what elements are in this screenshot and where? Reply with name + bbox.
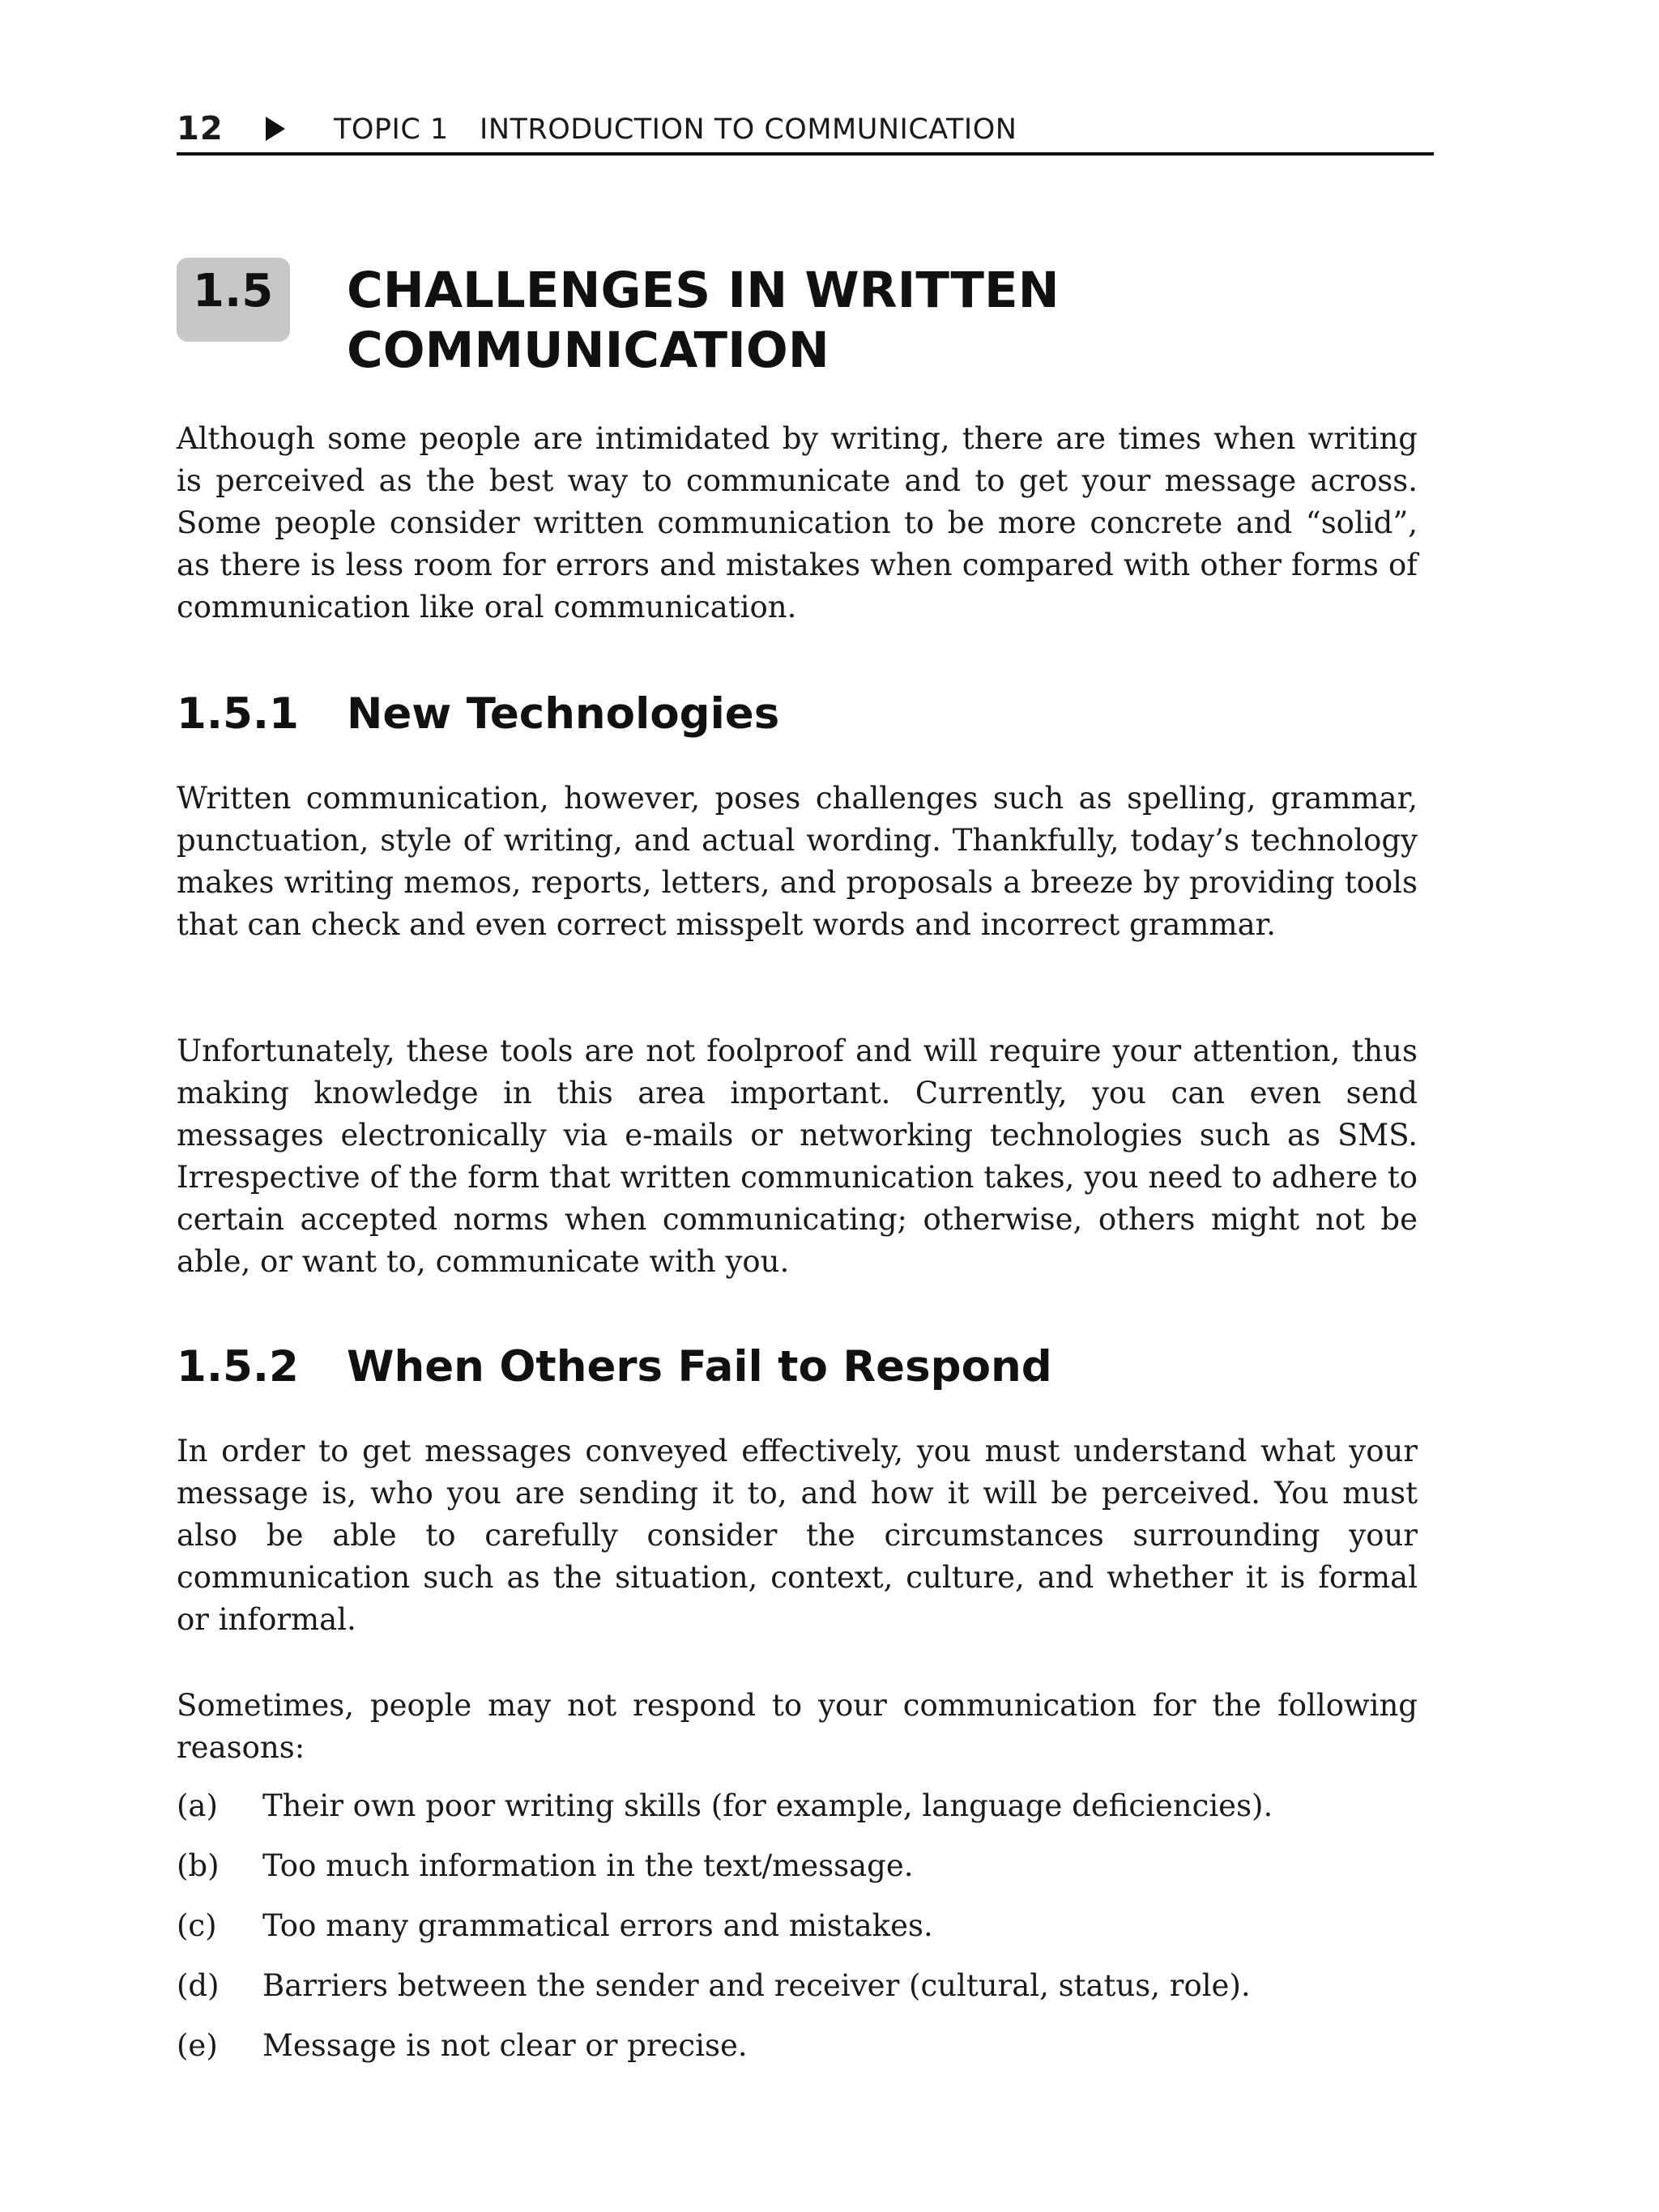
list-item-text: Barriers between the sender and receiver (cultural, status, role).: [262, 1968, 1251, 2003]
running-title: INTRODUCTION TO COMMUNICATION: [480, 113, 1017, 146]
body-paragraph: Written communication, however, poses challenges such as spelling, grammar, punctuation, style of writing, and actual wording. Thankfully, today’s technology makes writing memos, reports, letters, and proposals a breeze by providing tools that can check and even correct misspelt words and incorrect grammar.: [177, 781, 1418, 942]
body-paragraph: Sometimes, people may not respond to your communication for the following reasons:: [177, 1688, 1418, 1765]
page-number: 12: [177, 110, 224, 147]
body-paragraph: In order to get messages conveyed effectively, you must understand what your message is, who you are sending it to, and how it will be perceived. You must also be able to carefully consider the circumstances surrounding your communication such as the situation, context, culture, and whether it is formal or informal.: [177, 1434, 1418, 1637]
subsection-number: 1.5.1: [177, 689, 299, 739]
body-paragraph: Unfortunately, these tools are not foolproof and will require your attention, thus making knowledge in this area important. Currently, you can even send messages electronically via e-mails or networking technologies such as SMS. Irrespective of the form that written communication takes, you need to adhere to certain accepted norms when communicating; otherwise, others might not be able, or want to, communicate with you.: [177, 1034, 1418, 1279]
list-marker: (c): [177, 1908, 217, 1943]
subsection-heading: [177, 1341, 1052, 1393]
topic-label: TOPIC 1: [334, 113, 449, 146]
intro-paragraph: Although some people are intimidated by writing, there are times when writing is perceived as the best way to communicate and to get your message across. Some people consider written communication to be more concrete and “solid”, as there is less room for errors and mistakes when compared with other forms of communication like oral communication.: [177, 421, 1418, 624]
list-marker: (a): [177, 1788, 218, 1823]
play-arrow-icon: [266, 117, 285, 141]
list-item-text: Message is not clear or precise.: [262, 2028, 748, 2063]
list-item-text: Their own poor writing skills (for example, language deficiencies).: [262, 1788, 1273, 1823]
subsection-number: 1.5.2: [177, 1342, 299, 1392]
subsection-title: When Others Fail to Respond: [347, 1342, 1052, 1392]
list-item-text: Too many grammatical errors and mistakes.: [262, 1908, 933, 1943]
running-header: [177, 105, 1434, 156]
subsection-heading: [177, 688, 779, 740]
subsection-title: New Technologies: [347, 689, 780, 739]
list-item-text: Too much information in the text/message.: [262, 1848, 914, 1883]
section-number-badge: 1.5: [177, 258, 290, 342]
list-marker: (e): [177, 2028, 218, 2063]
list-marker: (b): [177, 1848, 220, 1883]
list-marker: (d): [177, 1968, 220, 2003]
section-title: CHALLENGES IN WRITTEN COMMUNICATION: [347, 262, 1060, 379]
